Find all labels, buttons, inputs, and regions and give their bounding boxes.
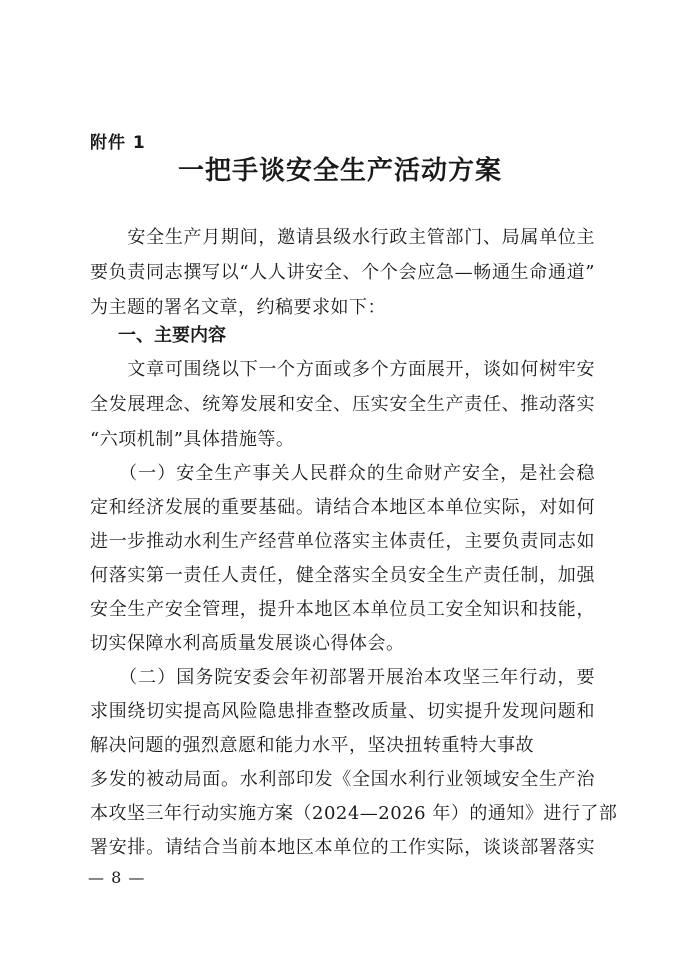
section1-line: 文章可围绕以下一个方面或多个方面展开，谈如何树牢安 bbox=[90, 359, 595, 380]
intro-line: 要负责同志撰写以“人人讲安全、个个会应急—畅通生命通道” bbox=[90, 262, 595, 283]
item2-line: 本攻坚三年行动实施方案（2024—2026 年）的通知》进行了部 bbox=[90, 803, 618, 824]
item1-line: 安全生产安全管理，提升本地区本单位员工安全知识和技能， bbox=[90, 599, 595, 620]
item2-line: （二）国务院安委会年初部署开展治本攻坚三年行动，要 bbox=[90, 667, 595, 688]
document-title: 一把手谈安全生产活动方案 bbox=[177, 156, 502, 186]
attachment-label: 附件 1 bbox=[90, 133, 146, 153]
item1-line: 切实保障水利高质量发展谈心得体会。 bbox=[90, 633, 405, 654]
page-number: — 8 — bbox=[88, 868, 146, 887]
item2-line: 多发的被动局面。水利部印发《全国水利行业领域安全生产治 bbox=[90, 769, 595, 790]
intro-line: 为主题的署名文章，约稿要求如下： bbox=[90, 297, 386, 318]
section1-line: “六项机制”具体措施等。 bbox=[90, 429, 295, 450]
section1-line: 全发展理念、统筹发展和安全、压实安全生产责任、推动落实 bbox=[90, 394, 595, 415]
item1-line: （一）安全生产事关人民群众的生命财产安全，是社会稳 bbox=[90, 463, 595, 484]
item1-line: 进一步推动水利生产经营单位落实主体责任，主要负责同志如 bbox=[90, 531, 595, 552]
item1-line: 何落实第一责任人责任，健全落实全员安全生产责任制，加强 bbox=[90, 565, 595, 586]
section-heading: 一、主要内容 bbox=[118, 325, 226, 346]
intro-line: 安全生产月期间，邀请县级水行政主管部门、局属单位主 bbox=[90, 227, 595, 248]
item2-line: 署安排。请结合当前本地区本单位的工作实际，谈谈部署落实 bbox=[90, 837, 595, 858]
item2-line: 解决问题的强烈意愿和能力水平，坚决扭转重特大事故 bbox=[90, 735, 534, 756]
item2-line: 求围绕切实提高风险隐患排查整改质量、切实提升发现问题和 bbox=[90, 701, 595, 722]
item1-line: 定和经济发展的重要基础。请结合本地区本单位实际，对如何 bbox=[90, 497, 595, 518]
